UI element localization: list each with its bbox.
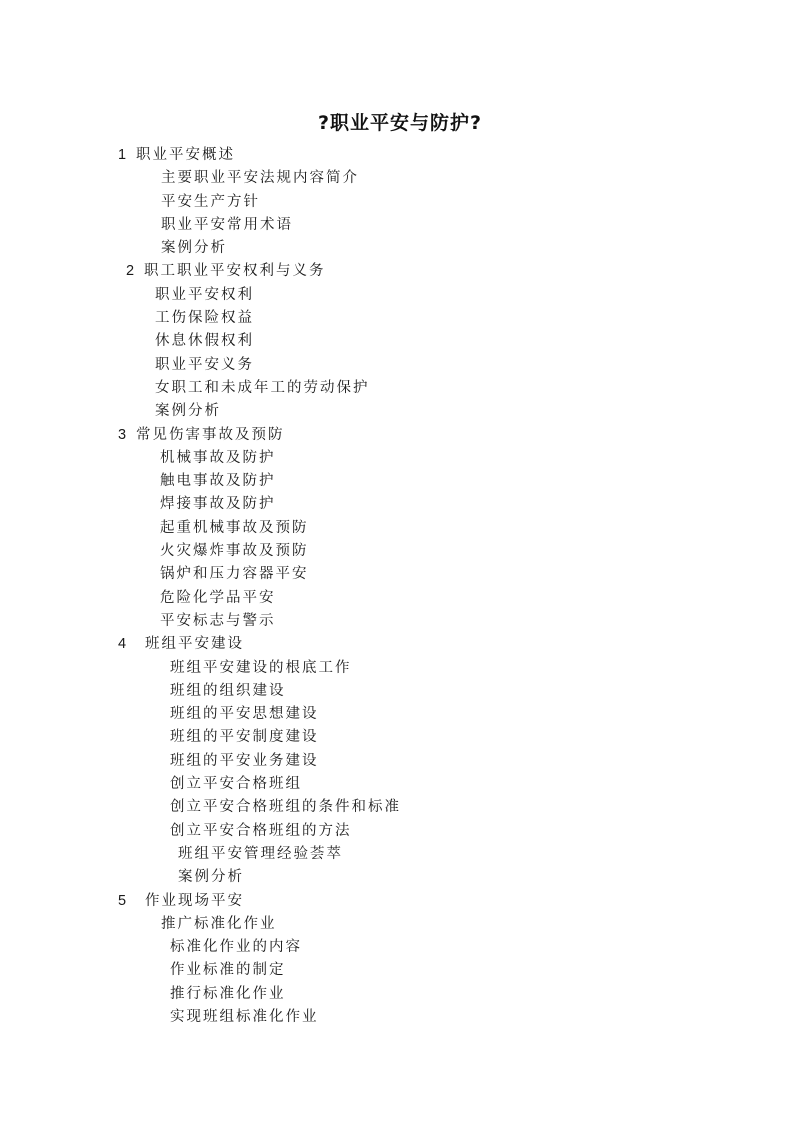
toc-item: 锅炉和压力容器平安 [160,566,309,583]
toc-item: 主要职业平安法规内容简介 [161,170,359,187]
section-number: 3 [118,426,127,443]
section-title: 职工职业平安权利与义务 [144,263,326,280]
toc-item: 机械事故及防护 [160,449,276,466]
section-heading-5 [0,890,800,913]
section-title: 职业平安概述 [136,147,235,163]
toc-item: 班组的平安业务建设 [170,752,319,769]
toc-item: 推行标准化作业 [170,985,286,1002]
toc-item: 创立平安合格班组的方法 [170,822,352,839]
section-title: 班组平安建设 [145,636,244,653]
toc-item: 平安标志与警示 [160,612,276,629]
toc-item: 案例分析 [155,403,221,420]
toc-item: 工伤保险权益 [155,310,254,327]
toc-item: 女职工和未成年工的劳动保护 [155,379,370,396]
section-number: 2 [126,263,135,280]
toc-item: 起重机械事故及预防 [160,519,309,536]
toc-item: 创立平安合格班组的条件和标准 [170,799,401,816]
toc-item: 职业平安常用术语 [161,216,293,233]
toc-item: 班组平安建设的根底工作 [170,659,352,676]
toc-item: 推广标准化作业 [161,915,277,932]
toc-item: 职业平安义务 [155,356,254,373]
toc-item: 作业标准的制定 [170,962,286,979]
toc-item: 职业平安权利 [155,286,254,303]
section-number: 5 [118,892,127,909]
section-heading-1 [0,144,800,167]
document-title: ?职业平安与防护? [317,112,483,134]
section-heading-3 [0,424,800,447]
toc-item: 焊接事故及防护 [160,496,276,513]
section-number: 1 [118,147,127,163]
toc-item: 平安生产方针 [161,193,260,210]
toc-item: 实现班组标准化作业 [170,1008,319,1025]
toc-item: 班组平安管理经验荟萃 [178,845,343,862]
toc-item: 班组的平安制度建设 [170,729,319,746]
toc-item: 案例分析 [178,869,244,886]
toc-item: 火灾爆炸事故及预防 [160,543,309,560]
toc-item: 休息休假权利 [155,333,254,350]
section-number: 4 [118,636,127,653]
toc-item: 触电事故及防护 [160,473,276,490]
table-of-contents [0,144,800,1029]
section-title: 常见伤害事故及预防 [136,426,285,443]
toc-item: 案例分析 [161,240,227,257]
toc-item: 班组的组织建设 [170,682,286,699]
section-title: 作业现场平安 [145,892,244,909]
toc-item: 创立平安合格班组 [170,776,302,793]
section-heading-2 [0,260,800,283]
section-heading-4 [0,633,800,656]
toc-item: 标准化作业的内容 [170,939,302,956]
toc-item: 危险化学品平安 [160,589,276,606]
toc-item: 班组的平安思想建设 [170,706,319,723]
